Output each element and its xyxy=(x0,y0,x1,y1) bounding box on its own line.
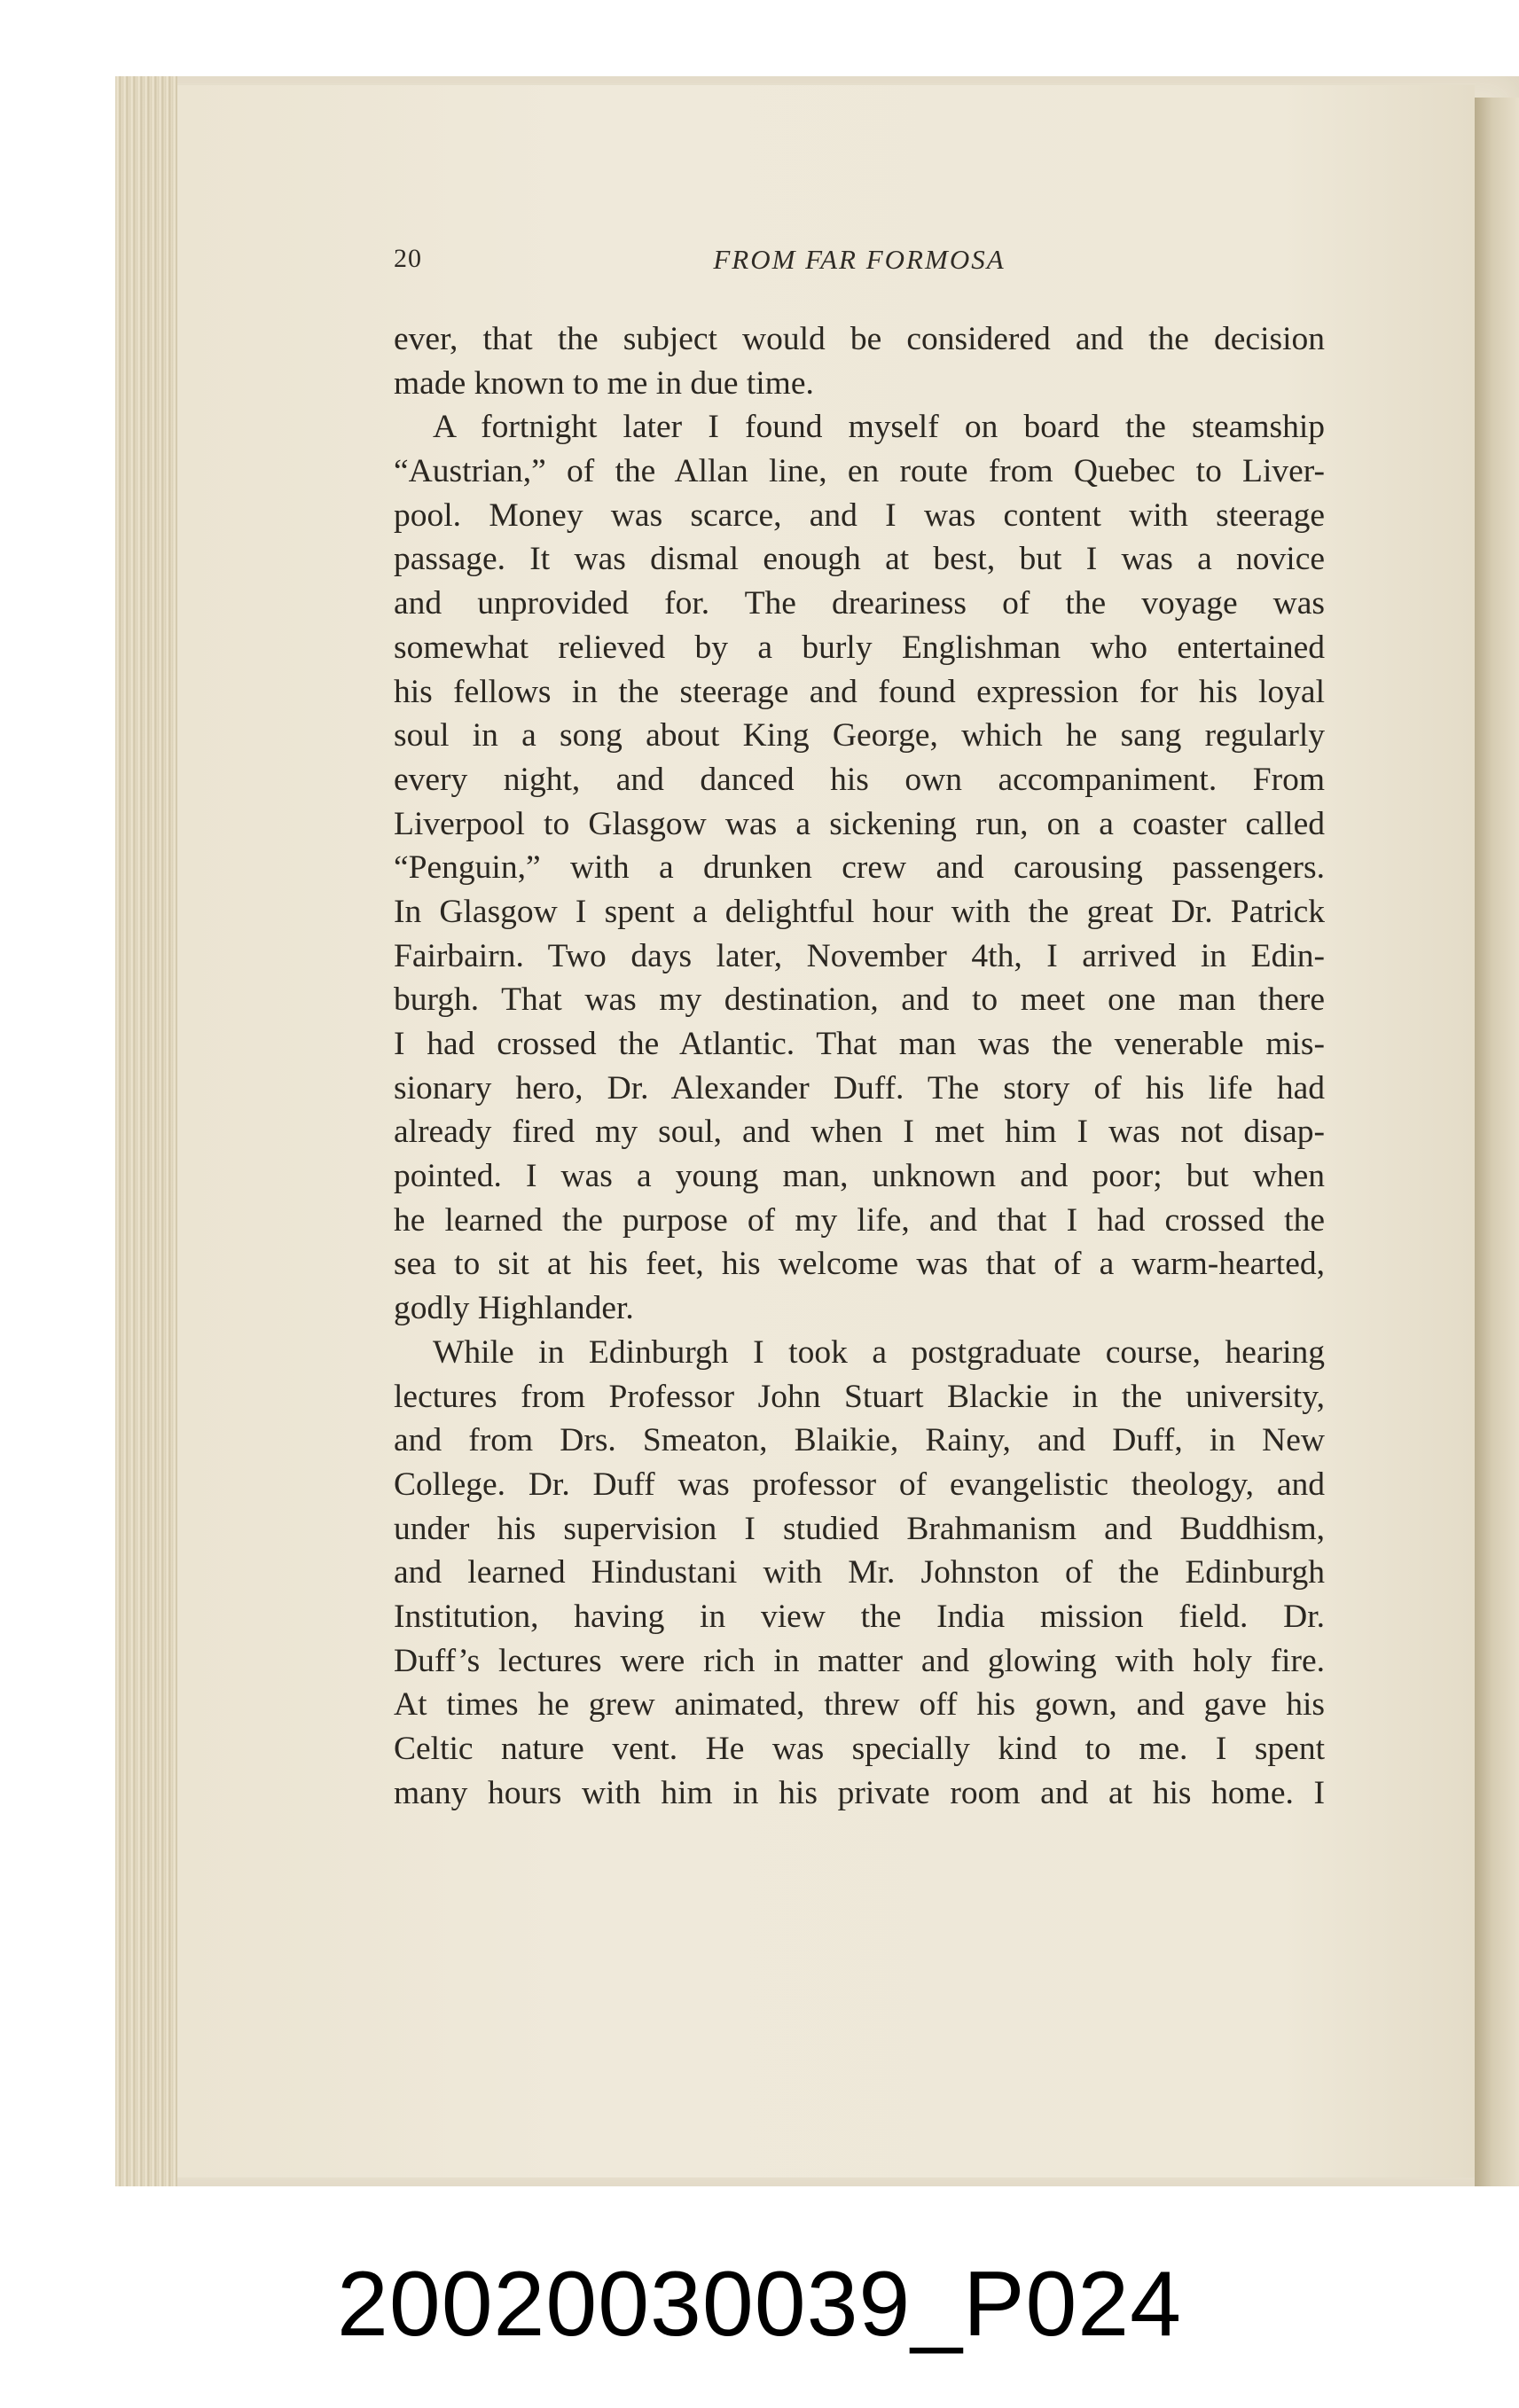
text-line: lectures from Professor John Stuart Blackie in the university, xyxy=(394,1378,1325,1415)
text-line: Duff’s lectures were rich in matter and glowing with holy fire. xyxy=(394,1642,1325,1679)
text-line: Fairbairn. Two days later, November 4th, I arrived in Edin- xyxy=(394,937,1325,974)
text-line: and learned Hindustani with Mr. Johnston of the Edinburgh xyxy=(394,1554,1325,1591)
text-line: pool. Money was scarce, and I was content with steerage xyxy=(394,496,1325,534)
text-line: he learned the purpose of my life, and that I had crossed the xyxy=(394,1201,1325,1239)
text-line: At times he grew animated, threw off his gown, and gave his xyxy=(394,1686,1325,1724)
text-line: “Austrian,” of the Allan line, en route from Quebec to Liver- xyxy=(394,453,1325,490)
text-line: ever, that the subject would be considered and the decision xyxy=(394,321,1325,357)
book-page-edges xyxy=(115,76,177,2186)
text-line: College. Dr. Duff was professor of evangelistic theology, and xyxy=(394,1466,1325,1503)
page-number: 20 xyxy=(394,244,422,273)
text-line: Liverpool to Glasgow was a sickening run, on a coaster called xyxy=(394,805,1325,842)
text-line: A fortnight later I found myself on board the steamship xyxy=(433,409,1325,446)
text-line: passage. It was dismal enough at best, but I was a novice xyxy=(394,541,1325,578)
facing-page-edge xyxy=(1475,98,1519,2186)
text-line: While in Edinburgh I took a postgraduate course, hearing xyxy=(433,1333,1325,1371)
text-line: godly Highlander. xyxy=(394,1290,634,1327)
text-line: every night, and danced his own accompaniment. From xyxy=(394,761,1325,798)
body-text xyxy=(394,317,1325,1815)
text-line: and unprovided for. The dreariness of the voyage was xyxy=(394,585,1325,622)
text-line: his fellows in the steerage and found expression for his loyal xyxy=(394,673,1325,710)
running-head xyxy=(394,244,1325,283)
archive-id-label: 20020030039_P024 xyxy=(337,2253,1182,2356)
text-line: many hours with him in his private room and at his home. I xyxy=(394,1774,1325,1811)
text-line: sea to sit at his feet, his welcome was that of a warm-hearted, xyxy=(394,1246,1325,1283)
text-line: I had crossed the Atlantic. That man was the venerable mis- xyxy=(394,1026,1325,1062)
text-line: sionary hero, Dr. Alexander Duff. The story of his life had xyxy=(394,1069,1325,1106)
text-line: made known to me in due time. xyxy=(394,364,814,402)
text-line: burgh. That was my destination, and to meet one man there xyxy=(394,981,1325,1019)
text-line: soul in a song about King George, which he sang regularly xyxy=(394,717,1325,754)
text-line: somewhat relieved by a burly Englishman who entertained xyxy=(394,629,1325,666)
text-line: In Glasgow I spent a delightful hour with the great Dr. Patrick xyxy=(394,893,1325,930)
text-line: and from Drs. Smeaton, Blaikie, Rainy, and Duff, in New xyxy=(394,1422,1325,1459)
text-line: already fired my soul, and when I met him I was not disap- xyxy=(394,1114,1325,1151)
text-line: under his supervision I studied Brahmanism and Buddhism, xyxy=(394,1510,1325,1547)
text-line: “Penguin,” with a drunken crew and carousing passengers. xyxy=(394,849,1325,887)
text-line: Celtic nature vent. He was specially kind to me. I spent xyxy=(394,1731,1325,1767)
text-line: Institution, having in view the India mission field. Dr. xyxy=(394,1598,1325,1635)
running-title: FROM FAR FORMOSA xyxy=(713,244,1006,275)
text-line: pointed. I was a young man, unknown and poor; but when xyxy=(394,1158,1325,1195)
